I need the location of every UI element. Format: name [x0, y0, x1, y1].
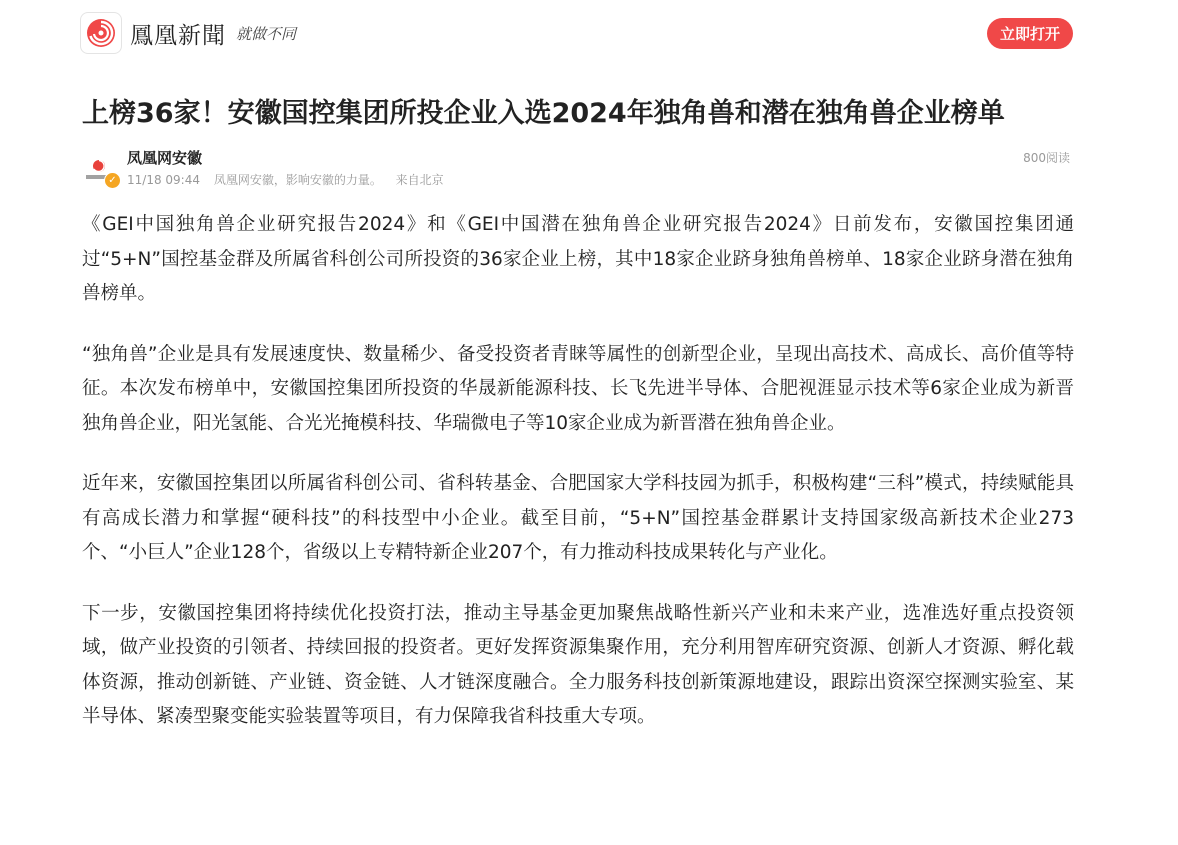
top-bar [0, 0, 1178, 66]
phoenix-logo-icon [80, 12, 122, 54]
paragraph: 下一步，安徽国控集团将持续优化投资打法，推动主导基金更加聚焦战略性新兴产业和未来产业，选准选好重点投资领域，做产业投资的引领者、持续回报的投资者。更好发挥资源集聚作用，充分利用智库研究资源、创新人才资源、孵化载体资源，推动创新链、产业链、资金链、人才链深度融合。全力服务科技创新策源地建设，跟踪出资深空探测实验室、某半导体、紧凑型聚变能实验装置等项目，有力保障我省科技重大专项。 [82, 602, 1074, 727]
brand-slogan: 就做不同 [236, 24, 297, 43]
article-body [82, 208, 1074, 761]
article-meta [127, 171, 454, 188]
paragraph: “独角兽”企业是具有发展速度快、数量稀少、备受投资者青睐等属性的创新型企业，呈现出高技术、高成长、高价值等特征。本次发布榜单中，安徽国控集团所投资的华晟新能源科技、长飞先进半导体、合肥视涯显示技术等6家企业成为新晋独角兽企业，阳光氢能、合光光掩模科技、华瑞微电子等10家企业成为新晋潜在独角兽企业。 [82, 343, 1074, 434]
author-info [80, 147, 1072, 189]
read-count: 800阅读 [1023, 151, 1070, 165]
paragraph: 近年来，安徽国控集团以所属省科创公司、省科转基金、合肥国家大学科技园为抓手，积极构建“三科”模式，持续赋能具有高成长潜力和掌握“硬科技”的科技型中小企业。截至目前，“5+N”国控基金群累计支持国家级高新技术企业273个、“小巨人”企业128个，省级以上专精特新企业207个，有力推动科技成果转化与产业化。 [82, 473, 1074, 563]
brand-name: 鳳凰新聞 [130, 22, 226, 49]
publish-date: 11/18 09:44 [127, 173, 200, 187]
paragraph: 《GEI中国独角兽企业研究报告2024》和《GEI中国潜在独角兽企业研究报告2024》日前发布，安徽国控集团通过“5+N”国控基金群及所属省科创公司所投资的36家企业上榜，其中18家企业跻身独角兽榜单、18家企业跻身潜在独角兽榜单。 [82, 214, 1074, 304]
article-title: 上榜36家！安徽国控集团所投企业入选2024年独角兽和潜在独角兽企业榜单 [82, 98, 1005, 129]
author-name[interactable]: 凤凰网安徽 [127, 149, 203, 167]
open-app-button[interactable]: 立即打开 [987, 18, 1073, 49]
author-description: 凤凰网安徽，影响安徽的力量。 [213, 173, 382, 187]
brand-logo[interactable] [80, 12, 296, 54]
verified-badge-icon: ✓ [104, 172, 121, 189]
source-location: 来自北京 [395, 173, 444, 187]
